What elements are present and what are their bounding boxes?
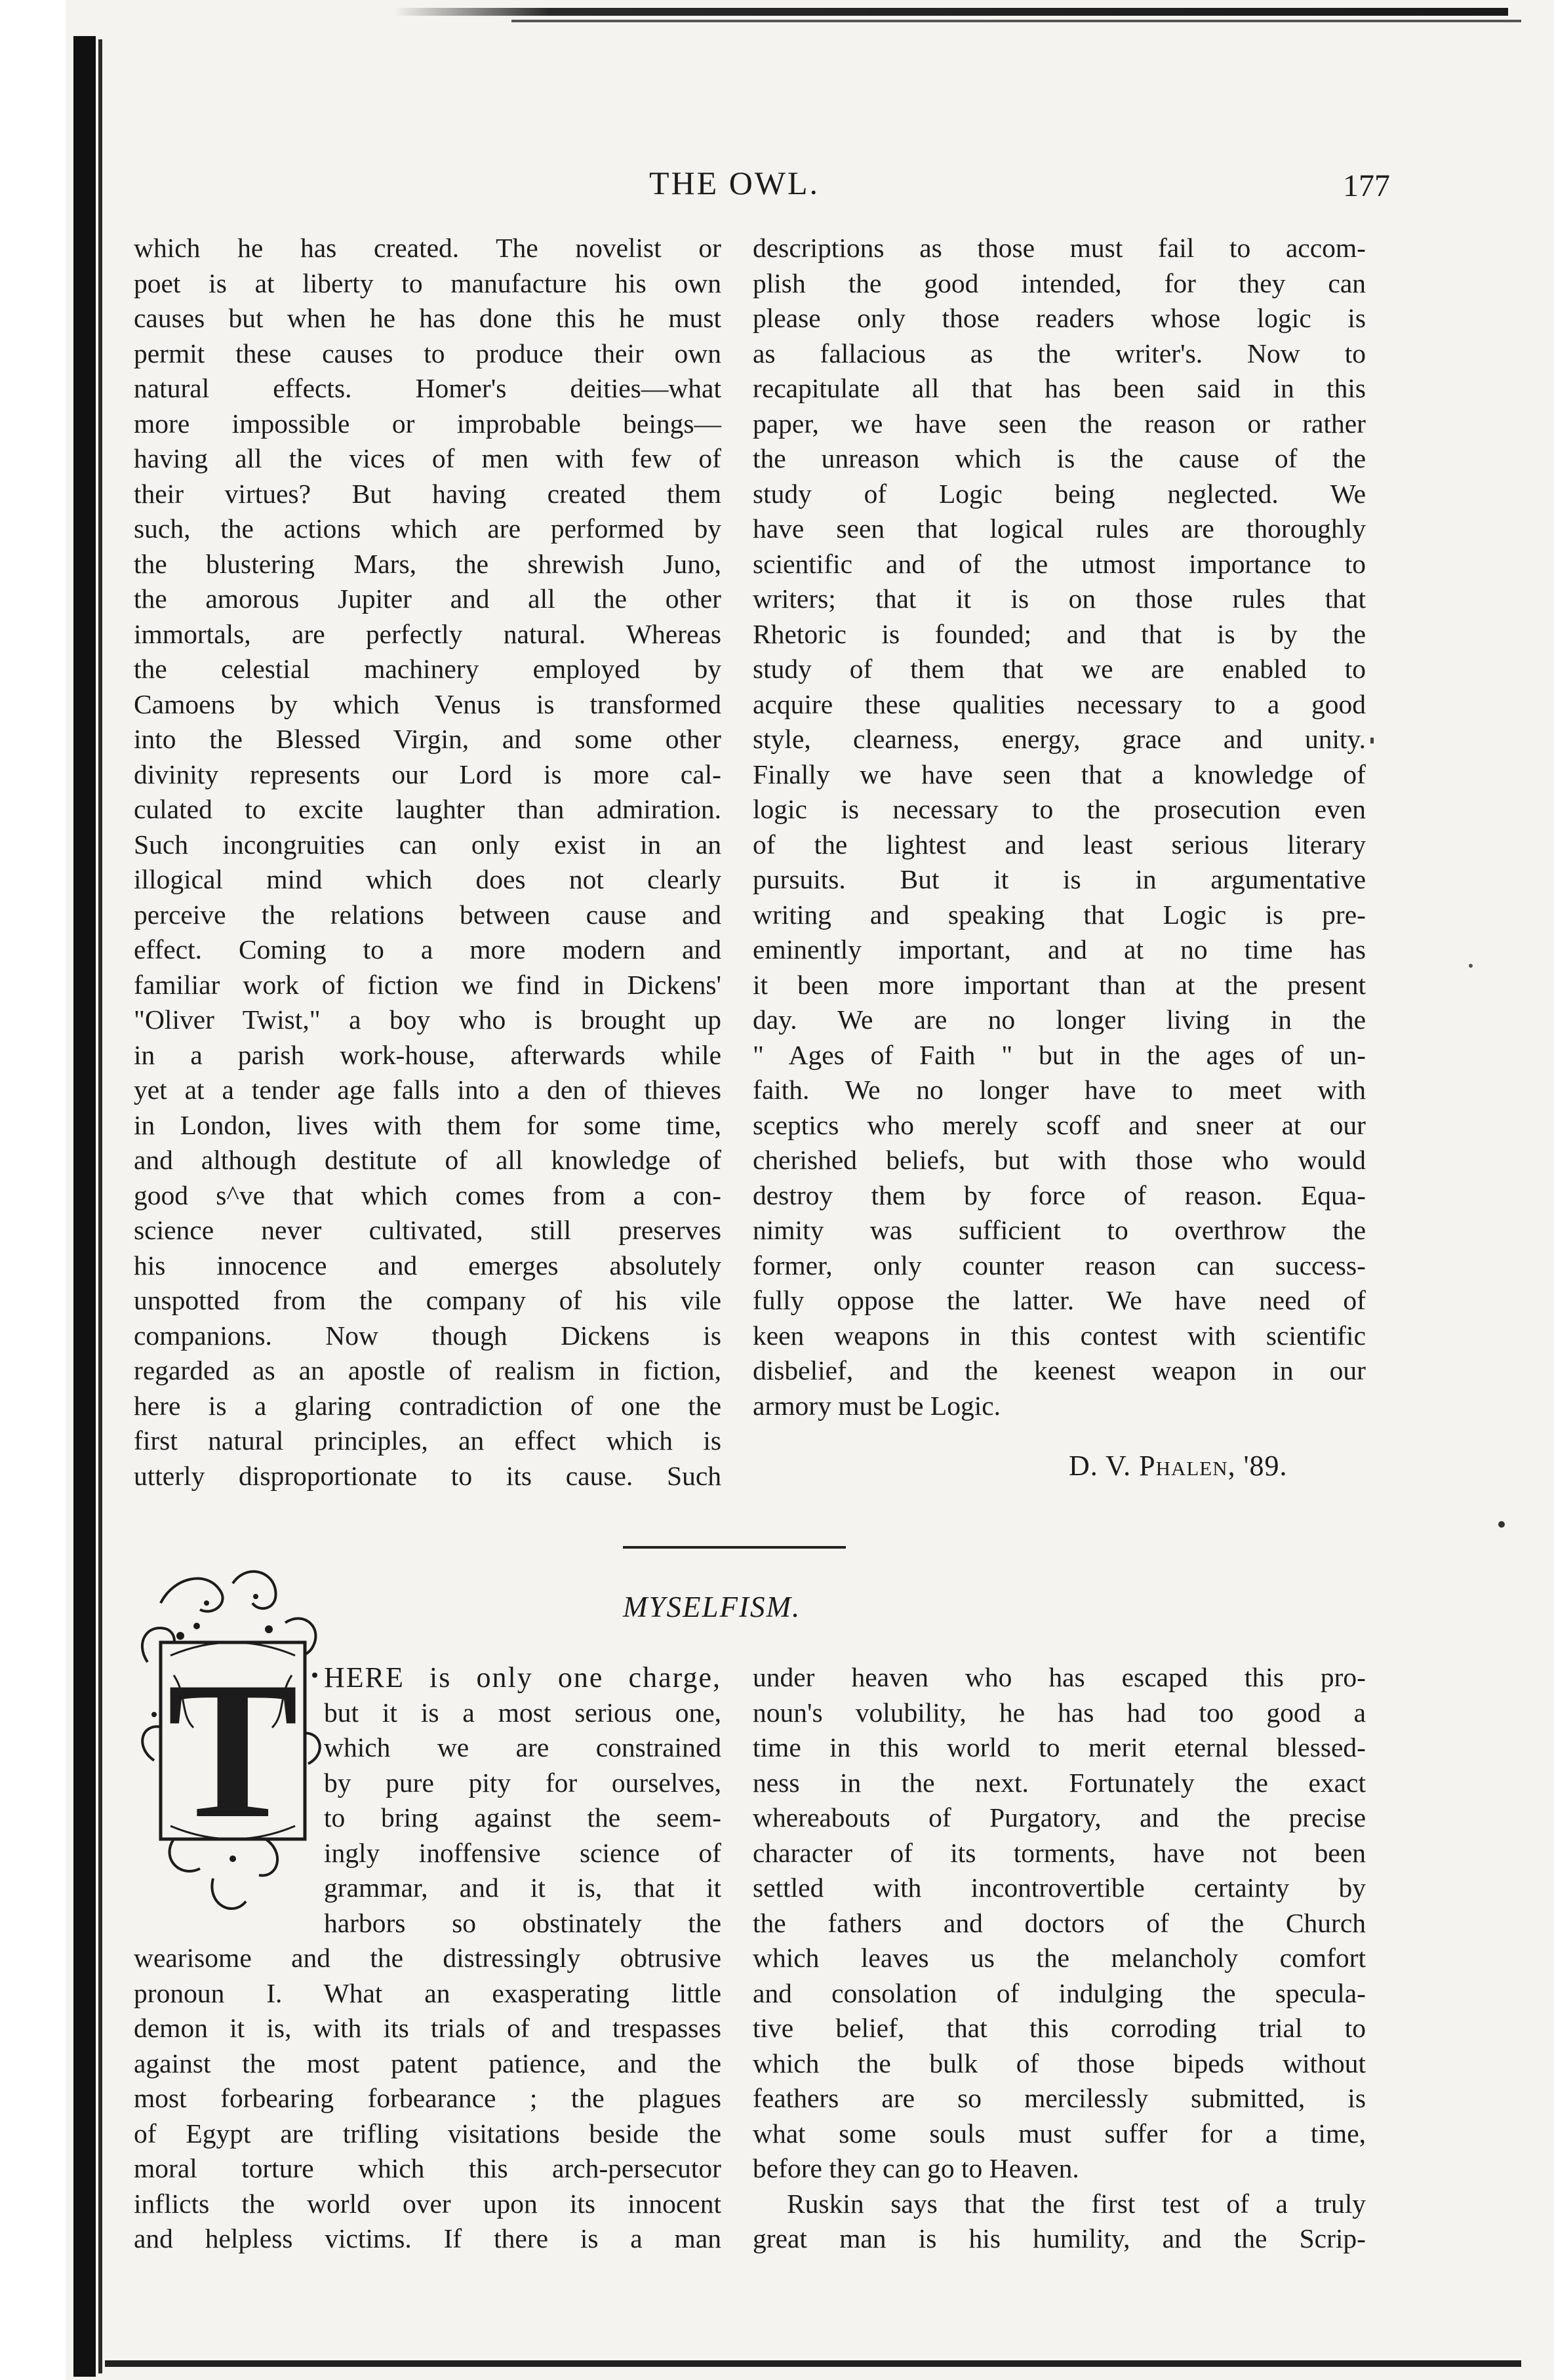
- text-line: writers; that it is on those rules that: [753, 584, 1366, 614]
- scan-speck: [1469, 964, 1473, 968]
- text-line: which we are constrained: [324, 1732, 721, 1762]
- text-line: acquire these qualities necessary to a good: [753, 688, 1366, 719]
- text-line: style, clearness, energy, grace and unity.: [753, 724, 1366, 754]
- text-line: keen weapons in this contest with scientific: [753, 1320, 1366, 1351]
- text-line: in a parish work-house, afterwards while: [134, 1039, 721, 1070]
- text-line: wearisome and the distressingly obtrusive: [134, 1943, 721, 1973]
- article2-column-right: [753, 1660, 1366, 2257]
- text-line: and helpless victims. If there is a man: [134, 2223, 721, 2253]
- article-title: MYSELFISM.: [623, 1591, 801, 1623]
- scan-margin: [0, 0, 66, 2380]
- section-divider: [623, 1546, 846, 1549]
- text-line: of Egypt are trifling visitations beside the: [134, 2118, 721, 2149]
- text-line: demon it is, with its trials of and trespasses: [134, 2013, 721, 2043]
- text-line: such, the actions which are performed by: [134, 513, 721, 544]
- text-line: familiar work of fiction we find in Dickens': [134, 969, 721, 1000]
- text-line: science never cultivated, still preserves: [134, 1215, 721, 1245]
- text-line: settled with incontrovertible certainty by: [753, 1873, 1366, 1903]
- text-line: great man is his humility, and the Scrip-: [753, 2223, 1366, 2253]
- text-line: as fallacious as the writer's. Now to: [753, 338, 1366, 368]
- text-line: effect. Coming to a more modern and: [134, 934, 721, 964]
- text-line: have seen that logical rules are thoroughly: [753, 513, 1366, 544]
- author-signature: [1069, 1449, 1288, 1482]
- text-line: Rhetoric is founded; and that is by the: [753, 618, 1366, 649]
- text-line: study of Logic being neglected. We: [753, 478, 1366, 509]
- text-line: by pure pity for ourselves,: [324, 1767, 721, 1798]
- text-line: utterly disproportionate to its cause. Such: [134, 1460, 721, 1491]
- binding-edge-inner: [98, 39, 102, 2373]
- text-line: before they can go to Heaven.: [753, 2153, 1079, 2183]
- text-line: having all the vices of men with few of: [134, 443, 721, 473]
- text-line: ingly inoffensive science of: [324, 1837, 721, 1868]
- text-line: his innocence and emerges absolutely: [134, 1250, 721, 1280]
- text-line: which leaves us the melancholy comfort: [753, 1943, 1366, 1973]
- text-line: good s^ve that which comes from a con-: [134, 1180, 721, 1210]
- text-line: HERE is only one charge,: [324, 1661, 721, 1694]
- scan-speck: [1498, 1521, 1505, 1528]
- text-line: scientific and of the utmost importance to: [753, 548, 1366, 579]
- text-line: first natural principles, an effect which is: [134, 1425, 721, 1456]
- text-line: logic is necessary to the prosecution even: [753, 794, 1366, 824]
- text-line: which the bulk of those bipeds without: [753, 2048, 1366, 2078]
- scan-speck: [1370, 738, 1374, 744]
- text-line: recapitulate all that has been said in this: [753, 373, 1366, 403]
- text-line: poet is at liberty to manufacture his own: [134, 268, 721, 298]
- text-line: pronoun I. What an exasperating little: [134, 1977, 721, 2008]
- text-line: yet at a tender age falls into a den of thieves: [134, 1075, 721, 1105]
- text-line: destroy them by force of reason. Equa-: [753, 1180, 1366, 1210]
- article1-column-left: [134, 231, 721, 1494]
- text-line: permit these causes to produce their own: [134, 338, 721, 368]
- text-line: against the most patent patience, and the: [134, 2048, 721, 2078]
- text-line: disbelief, and the keenest weapon in our: [753, 1355, 1366, 1385]
- text-line: the blustering Mars, the shrewish Juno,: [134, 548, 721, 579]
- text-line: perceive the relations between cause and: [134, 899, 721, 930]
- text-line: Camoens by which Venus is transformed: [134, 688, 721, 719]
- text-line: grammar, and it is, that it: [324, 1873, 721, 1903]
- text-line: Ruskin says that the first test of a truly: [787, 2188, 1366, 2219]
- text-line: study of them that we are enabled to: [753, 654, 1366, 684]
- text-line: of the lightest and least serious literary: [753, 829, 1366, 860]
- page-header: [649, 164, 1390, 216]
- text-line: descriptions as those must fail to accom-: [753, 233, 1366, 263]
- text-line: immortals, are perfectly natural. Whereas: [134, 618, 721, 649]
- text-line: which he has created. The novelist or: [134, 233, 721, 263]
- top-scan-rule: [393, 8, 1508, 16]
- text-line: whereabouts of Purgatory, and the precise: [753, 1802, 1366, 1833]
- top-scan-rule-thin: [511, 20, 1521, 22]
- signature-name: Phalen: [1139, 1450, 1228, 1482]
- text-line: armory must be Logic.: [753, 1390, 1001, 1421]
- article1-column-right: [753, 231, 1366, 1423]
- article2-column-left: [134, 1660, 721, 2257]
- text-line: here is a glaring contradiction of one the: [134, 1390, 721, 1421]
- text-line: paper, we have seen the reason or rather: [753, 408, 1366, 439]
- text-line: culated to excite laughter than admiration.: [134, 794, 721, 824]
- text-line: it been more important than at the present: [753, 969, 1366, 1000]
- text-line: "Oliver Twist," a boy who is brought up: [134, 1004, 721, 1035]
- text-line: companions. Now though Dickens is: [134, 1320, 721, 1351]
- bottom-scan-rule: [105, 2360, 1521, 2367]
- text-line: tive belief, that this corroding trial to: [753, 2013, 1366, 2043]
- binding-edge: [73, 36, 96, 2377]
- text-line: eminently important, and at no time has: [753, 934, 1366, 964]
- text-line: pursuits. But it is in argumentative: [753, 864, 1366, 894]
- text-line: sceptics who merely scoff and sneer at our: [753, 1109, 1366, 1140]
- text-line: fully oppose the latter. We have need of: [753, 1285, 1366, 1315]
- text-line: faith. We no longer have to meet with: [753, 1075, 1366, 1105]
- drop-cap-letter: T: [167, 1641, 299, 1859]
- text-line: the fathers and doctors of the Church: [753, 1907, 1366, 1938]
- text-line: in London, lives with them for some time,: [134, 1109, 721, 1140]
- text-line: time in this world to merit eternal blessed-: [753, 1732, 1366, 1762]
- text-line: to bring against the seem-: [324, 1802, 721, 1833]
- text-line: " Ages of Faith " but in the ages of un-: [753, 1039, 1366, 1070]
- text-line: what some souls must suffer for a time,: [753, 2118, 1366, 2149]
- text-line: natural effects. Homer's deities—what: [134, 373, 721, 403]
- text-line: cherished beliefs, but with those who would: [753, 1145, 1366, 1175]
- page-number: 177: [1343, 169, 1390, 203]
- text-line: harbors so obstinately the: [324, 1907, 721, 1938]
- text-line: moral torture which this arch-persecutor: [134, 2153, 721, 2183]
- text-line: under heaven who has escaped this pro-: [753, 1662, 1366, 1692]
- text-line: regarded as an apostle of realism in fiction,: [134, 1355, 721, 1385]
- signature-initials: D. V.: [1069, 1450, 1140, 1482]
- running-title: THE OWL.: [649, 165, 820, 201]
- text-line: plish the good intended, for they can: [753, 268, 1366, 298]
- text-line: and consolation of indulging the specula-: [753, 1977, 1366, 2008]
- text-line: the celestial machinery employed by: [134, 654, 721, 684]
- text-line: feathers are so mercilessly submitted, is: [753, 2083, 1366, 2113]
- text-line: but it is a most serious one,: [324, 1697, 721, 1728]
- text-line: ness in the next. Fortunately the exact: [753, 1767, 1366, 1798]
- text-line: and although destitute of all knowledge of: [134, 1145, 721, 1175]
- text-line: unspotted from the company of his vile: [134, 1285, 721, 1315]
- text-line: Finally we have seen that a knowledge of: [753, 759, 1366, 789]
- text-line: the amorous Jupiter and all the other: [134, 584, 721, 614]
- signature-year: , '89.: [1227, 1450, 1288, 1482]
- text-line: illogical mind which does not clearly: [134, 864, 721, 894]
- text-line: the unreason which is the cause of the: [753, 443, 1366, 473]
- text-line: inflicts the world over upon its innocent: [134, 2188, 721, 2219]
- text-line: more impossible or improbable beings—: [134, 408, 721, 439]
- text-line: Such incongruities can only exist in an: [134, 829, 721, 860]
- text-line: nimity was sufficient to overthrow the: [753, 1215, 1366, 1245]
- text-line: day. We are no longer living in the: [753, 1004, 1366, 1035]
- text-line: character of its torments, have not been: [753, 1837, 1366, 1868]
- text-line: former, only counter reason can success-: [753, 1250, 1366, 1280]
- text-line: causes but when he has done this he must: [134, 303, 721, 333]
- text-line: their virtues? But having created them: [134, 478, 721, 509]
- text-line: most forbearing forbearance ; the plagues: [134, 2083, 721, 2113]
- text-line: divinity represents our Lord is more cal-: [134, 759, 721, 789]
- text-line: writing and speaking that Logic is pre-: [753, 899, 1366, 930]
- text-line: noun's volubility, he has had too good a: [753, 1697, 1366, 1728]
- text-line: into the Blessed Virgin, and some other: [134, 724, 721, 754]
- text-line: please only those readers whose logic is: [753, 303, 1366, 333]
